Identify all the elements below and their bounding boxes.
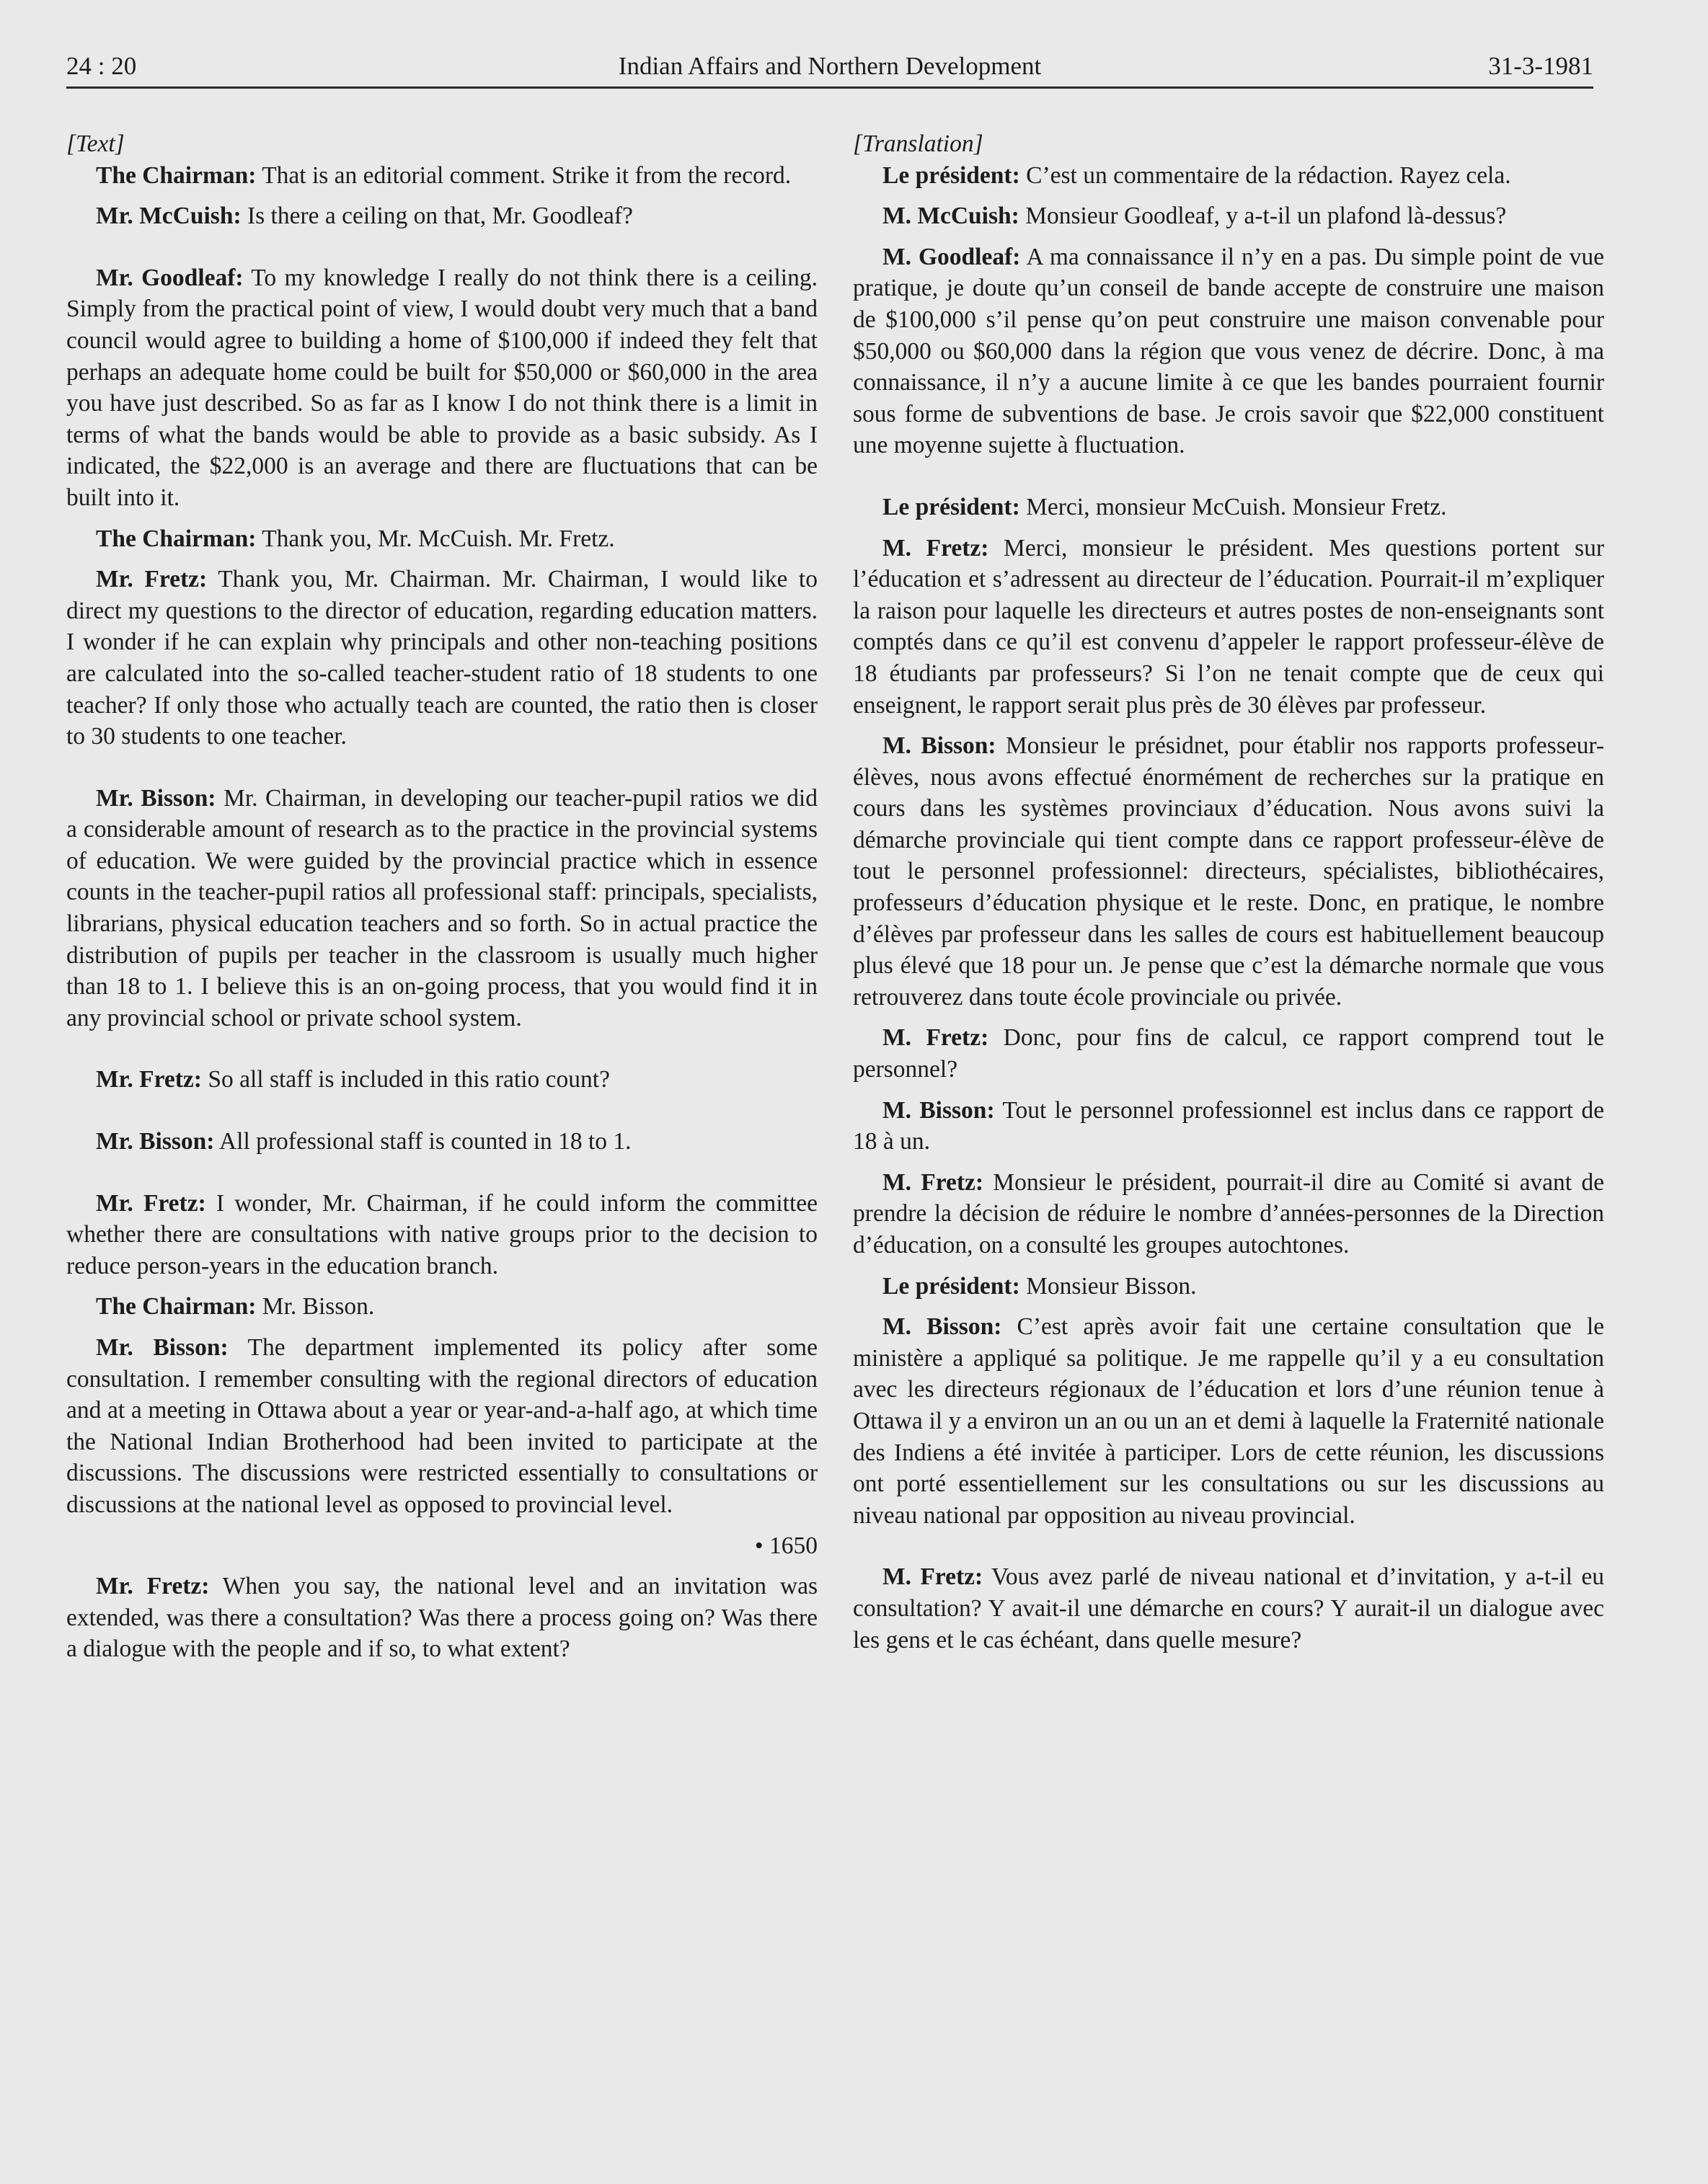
speaker-name: The Chairman: <box>96 161 257 189</box>
speaker-name: Mr. Goodleaf: <box>96 264 244 291</box>
paragraph <box>853 1095 1604 1158</box>
paragraph <box>853 1311 1604 1531</box>
speaker-name: M. Fretz: <box>882 1024 989 1052</box>
paragraph-text: Tout le personnel professionnel est inclus dans ce rapport de 18 à un. <box>853 1096 1604 1155</box>
section-label: [Text] <box>66 130 125 157</box>
paragraph-text: So all staff is included in this ratio count? <box>201 1066 610 1093</box>
speaker-name: M. Bisson: <box>882 1313 1002 1341</box>
speaker-name: Le président: <box>882 161 1020 189</box>
paragraph-text: C’est un commentaire de la rédaction. Rayez cela. <box>1019 161 1511 189</box>
paragraph-text: Monsieur le présidnet, pour établir nos rapports professeur-élèves, nous avons effectué énormément de recherches sur la pratique en cours dans les systèmes provinciaux d’éducation. Nous avons suivi la démarche provinciale qui tient compte dans ce rapport professeur-élève de tout le personnel professionnel: directeurs, spécialistes, bibliothécaires, professeurs d’éducation physique et le reste. Donc, en pratique, le nombre d’élèves par professeur dans les salles de cours est habituellement beaucoup plus élevé que 18 pour un. Je pense que c’est la démarche normale que vous retrouverez dans toute école provinciale ou privée. <box>853 732 1604 1011</box>
paragraph-text: All professional staff is counted in 18 to 1. <box>214 1128 632 1155</box>
page-number: 24 : 20 <box>66 52 137 80</box>
english-column <box>66 128 818 1665</box>
paragraph <box>853 533 1604 722</box>
paragraph <box>66 262 818 514</box>
time-marker: • 1650 <box>754 1532 818 1559</box>
paragraph <box>853 1167 1604 1261</box>
paragraph-text: C’est après avoir fait une certaine consultation que le ministère a appliqué sa politique. Je me rappelle qu’il y a eu consultation avec les directeurs régionaux de l’éducation et lors d’une réunion tenue à Ottawa il y a environ un an ou un an et demi à laquelle la Fraternité nationale des Indiens a été invitée à participer. Lors de cette réunion, les discussions ont porté essentiellement sur les consultations ou sur les discussions au niveau national par opposition au niveau provincial. <box>853 1313 1605 1529</box>
speaker-name: The Chairman: <box>96 525 257 552</box>
speaker-name: Le président: <box>882 1272 1020 1300</box>
paragraph <box>66 564 818 753</box>
paragraph <box>853 160 1604 192</box>
paragraph <box>853 200 1604 232</box>
speaker-name: M. Bisson: <box>882 732 996 760</box>
speaker-name: M. Fretz: <box>882 534 989 561</box>
paragraph <box>66 1291 818 1323</box>
paragraph <box>853 1022 1604 1085</box>
paragraph <box>66 200 818 232</box>
speaker-name: M. Fretz: <box>882 1168 984 1196</box>
paragraph-text: Mr. Chairman, in developing our teacher-pupil ratios we did a considerable amount of research as to the practice in the provincial systems of education. We were guided by the provincial practice which in essence counts in the teacher-pupil ratios all professional staff: principals, specialists, librarians, physical education teachers and so forth. So in actual practice the distribution of pupils per teacher in the classroom is usually much higher than 18 to 1. I believe this is an on-going process, that you would find it in any provincial school or private school system. <box>66 784 818 1031</box>
speaker-name: Le président: <box>882 493 1020 520</box>
paragraph-text: The department implemented its policy after some consultation. I remember consulting with the regional directors of education and at a meeting in Ottawa about a year or year-and-a-half ago, at which time the National Indian Brotherhood had been invited to participate at the discussions. The discussions were restricted essentially to consultations or discussions at the national level as opposed to provincial level. <box>66 1334 818 1518</box>
paragraph <box>66 1064 818 1096</box>
page-header <box>66 48 1593 89</box>
paragraph-text: When you say, the national level and an invitation was extended, was there a consultation? Was there a process going on? Was there a dialogue with the people and if so, to what extent? <box>66 1573 818 1663</box>
paragraph <box>66 1126 818 1158</box>
speaker-name: M. Fretz: <box>882 1563 983 1591</box>
paragraph-text: To my knowledge I really do not think there is a ceiling. Simply from the practical point of view, I would doubt very much that a band council would agree to building a home of $100,000 if indeed they felt that perhaps an adequate home could be built for $50,000 or $60,000 in the area you have just described. So as far as I know I do not think there is a limit in terms of what the bands would be able to provide as a basic subsidy. As I indicated, the $22,000 is an average and there are fluctuations that can be built into it. <box>66 264 818 511</box>
paragraph-text: Thank you, Mr. Chairman. Mr. Chairman, I would like to direct my questions to the director of education, regarding education matters. I wonder if he can explain why principals and other non-teaching positions are calculated into the so-called teacher-student ratio of 18 students to one teacher? If only those who actually teach are counted, the ratio then is closer to 30 students to one teacher. <box>66 566 818 750</box>
speaker-name: Mr. Fretz: <box>96 566 208 593</box>
speaker-name: Mr. McCuish: <box>96 203 242 230</box>
paragraph-text: I wonder, Mr. Chairman, if he could inform the committee whether there are consultations with native groups prior to the decision to reduce person-years in the education branch. <box>66 1189 818 1279</box>
paragraph <box>66 1188 818 1282</box>
paragraph <box>853 492 1604 523</box>
header-title: Indian Affairs and Northern Development <box>618 52 1042 80</box>
paragraph-text: Donc, pour fins de calcul, ce rapport comprend tout le personnel? <box>853 1024 1604 1083</box>
paragraph-text: Monsieur le président, pourrait-il dire au Comité si avant de prendre la décision de réduire le nombre d’années-personnes de la Direction d’éducation, on a consulté les groupes autochtones. <box>853 1168 1604 1259</box>
paragraph-text: Merci, monsieur le président. Mes questions portent sur l’éducation et s’adressent au directeur de l’éducation. Pourrait-il m’expliquer la raison pour laquelle les directeurs et autres postes de non-enseignants sont comptés dans ce qu’il est convenu d’appeler le rapport professeur-élève de 18 étudiants par professeurs? Si l’on ne tenait compte que de ceux qui enseignent, le rapport serait plus près de 30 élèves par professeur. <box>853 534 1605 719</box>
paragraph-text: Merci, monsieur McCuish. Monsieur Fretz. <box>1019 493 1447 520</box>
paragraph <box>853 730 1604 1013</box>
paragraph-text: Thank you, Mr. McCuish. Mr. Fretz. <box>256 525 615 552</box>
speaker-name: The Chairman: <box>96 1293 257 1320</box>
paragraph <box>853 241 1604 461</box>
speaker-name: M. McCuish: <box>882 203 1019 230</box>
paragraph-text: A ma connaissance il n’y en a pas. Du simple point de vue pratique, je doute qu’un conseil de bande accepte de construire une maison de $100,000 s’il pense qu’on peut construire une maison convenable pour $50,000 ou $60,000 dans la région que vous venez de décrire. Donc, à ma connaissance, il n’y a aucune limite à ce que les bandes pourraient fournir sous forme de subventions de base. Je crois savoir que $22,000 constituent une moyenne sujette à fluctuation. <box>853 243 1605 459</box>
header-date: 31-3-1981 <box>1488 52 1593 80</box>
paragraph <box>853 1561 1604 1656</box>
paragraph-text: Monsieur Bisson. <box>1019 1272 1197 1300</box>
speaker-name: Mr. Bisson: <box>96 1128 215 1155</box>
paragraph <box>66 1332 818 1521</box>
speaker-name: M. Goodleaf: <box>882 243 1021 270</box>
paragraph-text: Vous avez parlé de niveau national et d’invitation, y a-t-il eu consultation? Y avait-il une démarche en cours? Y aurait-il un dialogue avec les gens et le cas échéant, dans quelle mesure? <box>853 1563 1604 1653</box>
paragraph <box>66 783 818 1034</box>
speaker-name: Mr. Fretz: <box>96 1573 210 1600</box>
paragraph <box>66 523 818 555</box>
paragraph-text: That is an editorial comment. Strike it from the record. <box>256 161 792 189</box>
paragraph-text: Mr. Bisson. <box>256 1293 375 1320</box>
speaker-name: Mr. Bisson: <box>96 784 216 812</box>
speaker-name: Mr. Bisson: <box>96 1334 229 1361</box>
paragraph <box>66 1571 818 1665</box>
speaker-name: M. Bisson: <box>882 1096 995 1124</box>
paragraph-text: Is there a ceiling on that, Mr. Goodleaf? <box>241 203 633 230</box>
paragraph <box>853 1271 1604 1302</box>
paragraph <box>66 160 818 192</box>
speaker-name: Mr. Fretz: <box>96 1066 202 1093</box>
speaker-name: Mr. Fretz: <box>96 1189 206 1217</box>
section-label: [Translation] <box>853 130 983 157</box>
paragraph-text: Monsieur Goodleaf, y a-t-il un plafond là-dessus? <box>1019 203 1507 230</box>
french-column <box>853 128 1604 1656</box>
